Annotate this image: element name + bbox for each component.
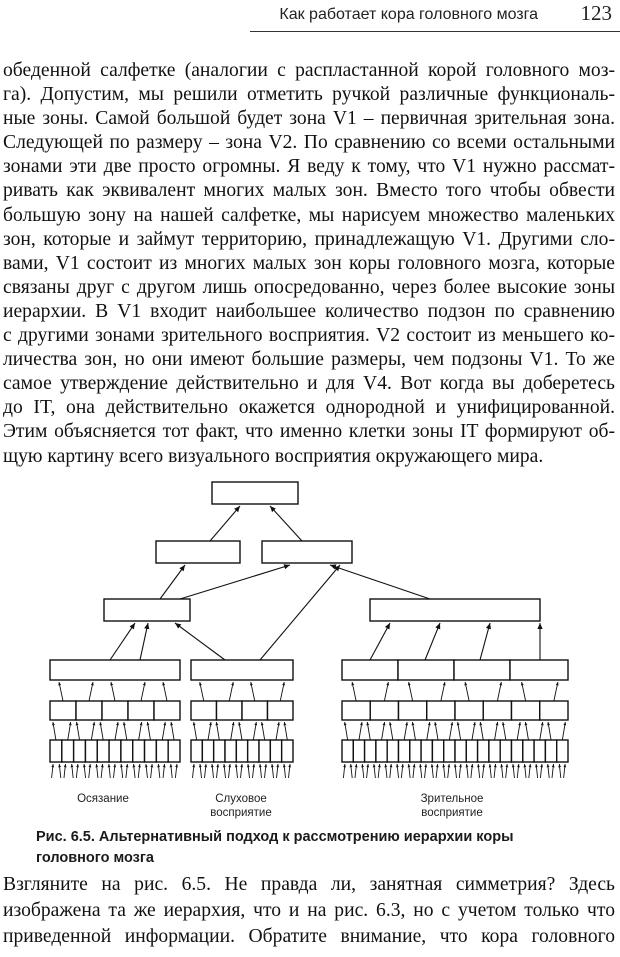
connection-arrow	[529, 764, 531, 778]
text-line: зонами эти две просто огромны. Я веду к тому, что V1 нужно рассмат-	[3, 156, 615, 178]
cell-box	[455, 701, 483, 720]
text-line: зон, которые и займут территорию, принадлежащую V1. Другими сло-	[3, 228, 615, 250]
text-line: га). Допустим, мы решили отметить ручкой различные функциональ-	[3, 84, 615, 106]
connection-arrow	[284, 764, 286, 778]
connection-arrow	[472, 722, 475, 740]
receptor-box	[270, 740, 281, 762]
group-box	[191, 660, 293, 680]
connection-arrow	[482, 764, 484, 778]
connection-arrow	[253, 722, 256, 740]
text-line: большую зону на нашей салфетке, мы нарисуем множество маленьких	[3, 204, 615, 226]
text-line: личества зон, но они имеют большие размеры, чем подзоны V1. То же	[3, 349, 615, 371]
receptor-box	[387, 740, 398, 762]
receptor-box	[432, 740, 443, 762]
text-line: щую картину всего визуального восприятия окружающего мира.	[3, 445, 544, 467]
connection-arrow	[370, 623, 390, 660]
connection-arrow	[241, 764, 243, 778]
receptor-box	[109, 740, 121, 762]
caption-line: головного мозга	[36, 850, 154, 866]
connection-arrow	[471, 764, 473, 778]
receptor-box	[534, 740, 545, 762]
receptor-box	[236, 740, 247, 762]
receptor-box	[248, 740, 259, 762]
connection-arrow	[465, 682, 469, 701]
connection-arrow	[280, 682, 284, 701]
connection-arrow	[397, 764, 399, 778]
connection-arrow	[68, 722, 71, 740]
connection-arrow	[385, 764, 387, 778]
connection-arrow	[345, 722, 348, 740]
connection-arrow	[175, 764, 177, 778]
connection-arrow	[251, 682, 255, 701]
connection-arrow	[248, 764, 250, 778]
receptor-box	[214, 740, 225, 762]
connection-arrow	[495, 722, 498, 740]
visual-mid-area-box	[370, 599, 540, 621]
figure-caption	[36, 827, 596, 869]
connection-arrow	[554, 682, 558, 701]
connection-arrow	[134, 764, 136, 778]
text-line: приведенной информации. Обратите внимание, что кора головного	[3, 926, 615, 947]
running-title: Как работает кора головного мозга	[279, 6, 538, 23]
connection-arrow	[139, 722, 142, 740]
connection-arrow	[409, 682, 413, 701]
connection-arrow	[84, 764, 86, 778]
connection-arrow	[362, 764, 364, 778]
connection-arrow	[448, 764, 450, 778]
connection-arrow	[401, 764, 403, 778]
connection-arrow	[432, 764, 434, 778]
receptor-box	[74, 740, 86, 762]
connection-arrow	[89, 764, 91, 778]
connection-arrow	[171, 764, 173, 778]
connection-arrow	[409, 764, 411, 778]
cell-box	[512, 701, 540, 720]
text-line: самое утверждение действительно и для V4. Вот когда вы доберетесь	[3, 373, 615, 395]
connection-arrow	[467, 764, 469, 778]
connection-arrow	[89, 682, 93, 701]
connection-arrow	[229, 764, 231, 778]
cell-box	[483, 701, 511, 720]
cell-box	[242, 701, 268, 720]
connection-arrow	[109, 764, 111, 778]
cell-box	[427, 701, 455, 720]
association-area-box	[156, 541, 240, 563]
connection-arrow	[210, 506, 240, 541]
connection-arrow	[212, 764, 214, 778]
receptor-box	[557, 740, 568, 762]
text-line: Взгляните на рис. 6.5. Не правда ли, занятная симметрия? Здесь	[3, 874, 615, 895]
connection-arrow	[160, 565, 185, 599]
cell-box	[370, 701, 398, 720]
connection-arrow	[436, 764, 438, 778]
connection-arrow	[163, 682, 167, 701]
connection-arrow	[458, 722, 461, 740]
connection-arrow	[449, 722, 452, 740]
cell-box	[342, 701, 370, 720]
body-paragraph-2	[3, 872, 615, 950]
connection-arrow	[506, 764, 508, 778]
connection-arrow	[236, 764, 238, 778]
mid-area-box	[104, 599, 190, 621]
connection-arrow	[355, 764, 357, 778]
connection-arrow	[205, 764, 207, 778]
connection-arrow	[72, 764, 74, 778]
connection-arrow	[413, 764, 415, 778]
receptor-box	[455, 740, 466, 762]
receptor-box	[489, 740, 500, 762]
receptor-box	[444, 740, 455, 762]
connection-arrow	[115, 722, 118, 740]
connection-arrow	[121, 764, 123, 778]
cell-box	[50, 701, 76, 720]
connection-arrow	[147, 722, 150, 740]
connection-arrow	[503, 722, 506, 740]
page-number: 123	[580, 1, 612, 25]
connection-arrow	[441, 682, 445, 701]
connection-arrow	[276, 722, 279, 740]
receptor-box	[259, 740, 270, 762]
connection-arrow	[162, 722, 165, 740]
connection-arrow	[552, 764, 554, 778]
text-line: изображена та же иерархия, что и на рис. 6.3, но с учетом только что	[3, 900, 615, 921]
connection-arrow	[53, 722, 56, 740]
text-line: ривать как эквивалент многих малых зон. Вместо того чтобы обвести	[3, 180, 615, 202]
connection-arrow	[158, 764, 160, 778]
group-box	[398, 660, 454, 680]
receptor-box	[421, 740, 432, 762]
connection-arrow	[289, 764, 291, 778]
connection-arrow	[124, 722, 127, 740]
connection-arrow	[494, 764, 496, 778]
connection-arrow	[59, 682, 63, 701]
text-line: вами, V1 состоит из многих малых зон коры головного мозга, которые	[3, 252, 615, 274]
connection-arrow	[216, 722, 219, 740]
caption-line: Рис. 6.5. Альтернативный подход к рассмотрению иерархии коры	[36, 829, 514, 845]
connection-arrow	[175, 623, 225, 660]
group-box	[510, 660, 568, 680]
receptor-box	[410, 740, 421, 762]
connection-arrow	[260, 565, 340, 660]
running-head	[0, 0, 620, 36]
connection-arrow	[284, 722, 287, 740]
connection-arrow	[76, 764, 78, 778]
connection-arrow	[443, 764, 445, 778]
cell-box	[217, 701, 243, 720]
cell-box	[128, 701, 154, 720]
connection-arrow	[420, 764, 422, 778]
connection-arrow	[404, 722, 407, 740]
group-box	[342, 660, 398, 680]
connection-arrow	[138, 764, 140, 778]
connection-arrow	[208, 722, 211, 740]
cell-box	[102, 701, 128, 720]
connection-arrow	[525, 722, 528, 740]
text-line: с другими зонами зрительного восприятия. V2 состоит из меньшего ко-	[3, 325, 615, 347]
cell-box	[76, 701, 102, 720]
connection-arrow	[536, 764, 538, 778]
connection-arrow	[351, 764, 353, 778]
connection-arrow	[194, 722, 197, 740]
header-rule	[250, 31, 620, 32]
cell-box	[540, 701, 568, 720]
connection-arrow	[180, 565, 290, 599]
connection-arrow	[459, 764, 461, 778]
connection-arrow	[163, 764, 165, 778]
connection-arrow	[517, 764, 519, 778]
receptor-box	[523, 740, 534, 762]
receptor-box	[282, 740, 293, 762]
receptor-box	[50, 740, 62, 762]
label-vision-line-1: Зрительное	[420, 793, 484, 805]
connection-arrow	[265, 764, 267, 778]
receptor-box	[365, 740, 376, 762]
text-line: связаны друг с другом лишь опосредованно, через более высокие зоны	[3, 276, 615, 298]
connection-arrow	[217, 764, 219, 778]
receptor-box	[342, 740, 353, 762]
connection-arrow	[343, 764, 345, 778]
receptor-box	[478, 740, 489, 762]
connection-arrow	[562, 722, 565, 740]
text-line: обеденной салфетке (аналогии с распластанной корой головного моз-	[3, 60, 615, 81]
connection-arrow	[412, 722, 415, 740]
receptor-box	[376, 740, 387, 762]
connection-arrow	[330, 565, 430, 599]
connection-arrow	[384, 682, 388, 701]
connection-arrow	[367, 722, 370, 740]
hierarchy-diagram	[0, 460, 620, 820]
connection-arrow	[277, 764, 279, 778]
connection-arrow	[497, 682, 501, 701]
connection-arrow	[96, 764, 98, 778]
cell-box	[154, 701, 180, 720]
connection-arrow	[425, 764, 427, 778]
connection-arrow	[146, 764, 148, 778]
group-box	[454, 660, 510, 680]
connection-arrow	[224, 764, 226, 778]
connection-arrow	[425, 623, 440, 660]
connection-arrow	[151, 764, 153, 778]
receptor-box	[121, 740, 133, 762]
label-vision-line-2: восприятие	[421, 807, 483, 819]
text-line: до IT, она действительно окажется однородной и унифицированной.	[3, 397, 615, 419]
hierarchy-figure	[0, 460, 620, 820]
connection-arrow	[378, 764, 380, 778]
receptor-box	[62, 740, 74, 762]
connection-arrow	[522, 682, 526, 701]
connection-arrow	[501, 764, 503, 778]
text-line: Следующей по размеру – зона V2. По сравнению со всеми остальными	[3, 132, 615, 154]
connection-arrow	[77, 722, 80, 740]
top-area-box	[212, 482, 298, 504]
receptor-box	[399, 740, 410, 762]
connection-arrow	[382, 722, 385, 740]
connection-arrow	[64, 764, 66, 778]
connection-arrow	[239, 722, 242, 740]
connection-arrow	[374, 764, 376, 778]
connection-arrow	[141, 682, 145, 701]
receptor-box	[191, 740, 202, 762]
receptor-box	[156, 740, 168, 762]
connection-arrow	[390, 764, 392, 778]
connection-arrow	[52, 764, 54, 778]
receptor-box	[512, 740, 523, 762]
receptor-box	[202, 740, 213, 762]
receptor-box	[85, 740, 97, 762]
connection-arrow	[480, 722, 483, 740]
body-paragraph-1	[3, 59, 615, 469]
connection-arrow	[140, 623, 148, 660]
connection-arrow	[272, 764, 274, 778]
connection-arrow	[480, 623, 490, 660]
group-box	[50, 660, 180, 680]
connection-arrow	[110, 623, 135, 660]
connection-arrow	[540, 722, 543, 740]
cell-box	[399, 701, 427, 720]
connection-arrow	[490, 764, 492, 778]
connection-arrow	[229, 682, 233, 701]
connection-arrow	[352, 682, 356, 701]
label-touch: Осязание	[77, 793, 129, 805]
connection-arrow	[513, 764, 515, 778]
connection-arrow	[59, 764, 61, 778]
receptor-box	[225, 740, 236, 762]
receptor-box	[466, 740, 477, 762]
connection-arrow	[262, 722, 265, 740]
connection-arrow	[435, 722, 438, 740]
label-hearing-line-1: Слуховое	[215, 793, 267, 805]
connection-arrow	[114, 764, 116, 778]
connection-arrow	[548, 764, 550, 778]
connection-arrow	[111, 682, 115, 701]
receptor-box	[545, 740, 556, 762]
text-line: Этим объясняется тот факт, что именно клетки зоны IT формируют об-	[3, 421, 615, 443]
receptor-box	[168, 740, 180, 762]
connection-arrow	[367, 764, 369, 778]
connection-arrow	[126, 764, 128, 778]
connection-arrow	[101, 764, 103, 778]
connection-arrow	[260, 764, 262, 778]
connection-arrow	[171, 722, 174, 740]
association-area-box	[262, 541, 352, 563]
connection-arrow	[517, 722, 520, 740]
connection-arrow	[200, 682, 204, 701]
connection-arrow	[427, 722, 430, 740]
cell-box	[191, 701, 217, 720]
connection-arrow	[253, 764, 255, 778]
cell-box	[268, 701, 294, 720]
connection-arrow	[200, 764, 202, 778]
receptor-box	[500, 740, 511, 762]
connection-arrow	[455, 764, 457, 778]
connection-arrow	[478, 764, 480, 778]
connection-arrow	[548, 722, 551, 740]
connection-arrow	[100, 722, 103, 740]
connection-arrow	[193, 764, 195, 778]
receptor-box	[133, 740, 145, 762]
text-line: ные зоны. Самой большой будет зона V1 – первичная зрительная зона.	[3, 108, 615, 130]
receptor-box	[97, 740, 109, 762]
connection-arrow	[270, 506, 302, 541]
receptor-box	[145, 740, 157, 762]
connection-arrow	[390, 722, 393, 740]
text-line: иерархии. В V1 входит наибольшее количество подзон по сравнению	[3, 300, 615, 322]
label-hearing-line-2: восприятие	[210, 807, 272, 819]
connection-arrow	[559, 764, 561, 778]
connection-arrow	[540, 764, 542, 778]
receptor-box	[353, 740, 364, 762]
connection-arrow	[564, 764, 566, 778]
connection-arrow	[231, 722, 234, 740]
connection-arrow	[359, 722, 362, 740]
connection-arrow	[91, 722, 94, 740]
connection-arrow	[525, 764, 527, 778]
